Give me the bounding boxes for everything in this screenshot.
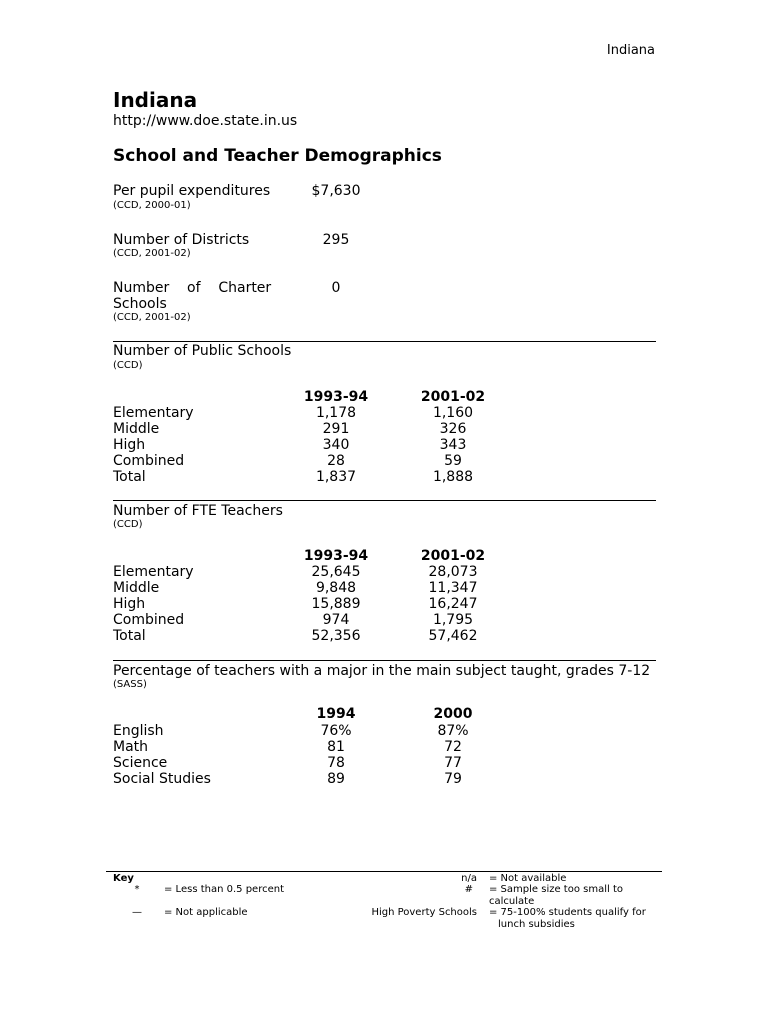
public-schools-row-value-col1: 340 <box>322 437 350 453</box>
fte-teachers-row-value-col2: 57,462 <box>428 628 478 644</box>
public-schools-row-value-col2: 326 <box>439 421 467 437</box>
state-url[interactable]: http://www.doe.state.in.us <box>113 113 298 129</box>
fte-teachers-row-value-col1: 974 <box>322 612 350 628</box>
major-pct-row-value-col2: 87% <box>437 723 469 739</box>
public-schools-row-value-col2: 1,160 <box>432 405 474 421</box>
major-pct-col1: 1994 <box>316 706 356 722</box>
major-pct-row-label: Science <box>113 755 168 771</box>
stat-value-charter: 0 <box>331 280 341 296</box>
fte-teachers-row-value-col1: 25,645 <box>311 564 361 580</box>
section-title: School and Teacher Demographics <box>113 146 442 166</box>
fte-teachers-row-label: Middle <box>113 580 160 596</box>
key-description: = Less than 0.5 percent <box>164 884 284 895</box>
fte-teachers-row-label: Total <box>113 628 146 644</box>
public-schools-col1: 1993-94 <box>303 389 369 405</box>
major-pct-row-label: Math <box>113 739 149 755</box>
key-symbol: — <box>132 907 142 918</box>
major-pct-row-value-col2: 72 <box>444 739 462 755</box>
major-pct-source: (SASS) <box>113 679 147 690</box>
key-symbol: n/a <box>461 873 477 884</box>
stat-value-expenditures: $7,630 <box>311 183 361 199</box>
fte-teachers-row-value-col2: 16,247 <box>428 596 478 612</box>
stat-label-expenditures: Per pupil expenditures <box>113 183 271 199</box>
key-title: Key <box>113 873 134 884</box>
key-symbol: # <box>464 884 473 895</box>
stat-label-charter: Number of Charter <box>113 280 272 296</box>
public-schools-row-value-col1: 1,178 <box>315 405 357 421</box>
key-description-cont: lunch subsidies <box>498 919 575 930</box>
public-schools-row-value-col1: 28 <box>327 453 345 469</box>
page-title: Indiana <box>113 88 198 112</box>
stat-label-districts: Number of Districts <box>113 232 250 248</box>
divider <box>113 341 656 342</box>
public-schools-row-value-col2: 59 <box>444 453 462 469</box>
fte-teachers-row-value-col2: 1,795 <box>432 612 474 628</box>
running-header: Indiana <box>606 43 655 58</box>
key-description-cont: calculate <box>489 896 535 907</box>
public-schools-row-label: Middle <box>113 421 160 437</box>
fte-teachers-source: (CCD) <box>113 519 143 530</box>
major-pct-title: Percentage of teachers with a major in the main subject taught, grades 7-12 <box>113 663 651 679</box>
fte-teachers-row-label: Elementary <box>113 564 194 580</box>
stat-source-charter: (CCD, 2001-02) <box>113 312 191 323</box>
public-schools-row-value-col2: 1,888 <box>432 469 474 485</box>
public-schools-row-label: Total <box>113 469 146 485</box>
public-schools-title: Number of Public Schools <box>113 343 292 359</box>
major-pct-row-label: English <box>113 723 164 739</box>
key-description: = 75-100% students qualify for <box>489 907 646 918</box>
fte-teachers-row-value-col1: 9,848 <box>315 580 357 596</box>
key-symbol: High Poverty Schools <box>371 907 477 918</box>
stat-source-expenditures: (CCD, 2000-01) <box>113 200 191 211</box>
major-pct-row-value-col1: 89 <box>327 771 345 787</box>
public-schools-source: (CCD) <box>113 360 143 371</box>
major-pct-row-value-col2: 77 <box>444 755 462 771</box>
major-pct-row-label: Social Studies <box>113 771 211 787</box>
major-pct-row-value-col2: 79 <box>444 771 462 787</box>
fte-teachers-row-value-col1: 52,356 <box>311 628 361 644</box>
fte-teachers-col2: 2001-02 <box>420 548 486 564</box>
key-description: = Not available <box>489 873 567 884</box>
fte-teachers-row-label: High <box>113 596 146 612</box>
major-pct-col2: 2000 <box>433 706 473 722</box>
key-description: = Sample size too small to <box>489 884 623 895</box>
major-pct-row-value-col1: 81 <box>327 739 345 755</box>
public-schools-row-value-col1: 1,837 <box>315 469 357 485</box>
fte-teachers-row-value-col2: 28,073 <box>428 564 478 580</box>
stat-label-charter-line2: Schools <box>113 296 167 312</box>
major-pct-row-value-col1: 78 <box>327 755 345 771</box>
stat-value-districts: 295 <box>322 232 350 248</box>
public-schools-row-label: Combined <box>113 453 185 469</box>
public-schools-row-label: High <box>113 437 146 453</box>
divider <box>113 500 656 501</box>
public-schools-row-value-col2: 343 <box>439 437 467 453</box>
fte-teachers-title: Number of FTE Teachers <box>113 503 283 519</box>
stat-source-districts: (CCD, 2001-02) <box>113 248 191 259</box>
fte-teachers-row-value-col2: 11,347 <box>428 580 478 596</box>
major-pct-row-value-col1: 76% <box>320 723 352 739</box>
divider <box>113 660 656 661</box>
fte-teachers-col1: 1993-94 <box>303 548 369 564</box>
fte-teachers-row-label: Combined <box>113 612 185 628</box>
key-divider <box>106 871 662 872</box>
public-schools-col2: 2001-02 <box>420 389 486 405</box>
key-description: = Not applicable <box>164 907 248 918</box>
public-schools-row-label: Elementary <box>113 405 194 421</box>
fte-teachers-row-value-col1: 15,889 <box>311 596 361 612</box>
public-schools-row-value-col1: 291 <box>322 421 350 437</box>
key-symbol: * <box>134 884 140 895</box>
